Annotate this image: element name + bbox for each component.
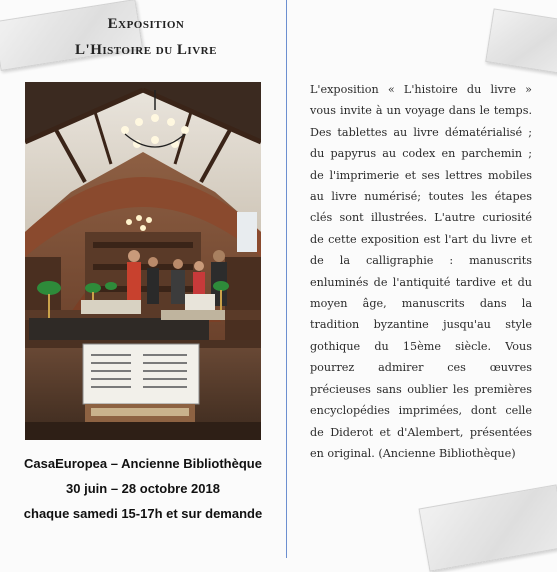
column-divider — [286, 0, 287, 558]
exhibition-description: L'exposition « L'histoire du livre » vous invite à un voyage dans le temps. Des tablettes au livre dématérialisé ; du papyrus au codex en parchemin ; de l'imprimerie et ses lettres mobiles au livre numérisé; toutes les étapes clés sont illustrées. L'autre curiosité de cette exposition est l'art du livre et de la calligraphie : manuscrits enluminés de l'antiquité tardive et du moyen âge, manuscrits dans la tradition byzantine jusqu'au style gothique du 15ème siècle. Vous pourrez admirer ces œuvres précieuses sans oublier les premières encyclopédies imprimées, dont celle de Diderot et d'Alembert, présentées en original. (Ancienne Bibliothèque) — [310, 83, 532, 460]
tape-bottom-right — [419, 484, 557, 571]
library-photo — [25, 82, 261, 440]
title-line-2: L'Histoire du Livre — [75, 42, 217, 58]
tape-top-left — [0, 0, 143, 71]
caption-venue: CasaEuropea – Ancienne Bibliothèque — [24, 456, 262, 471]
caption-dates: 30 juin – 28 octobre 2018 — [66, 481, 220, 496]
caption-hours: chaque samedi 15-17h et sur demande — [23, 506, 263, 521]
tape-top-right — [485, 8, 557, 73]
title-line-1: Exposition — [107, 16, 185, 32]
